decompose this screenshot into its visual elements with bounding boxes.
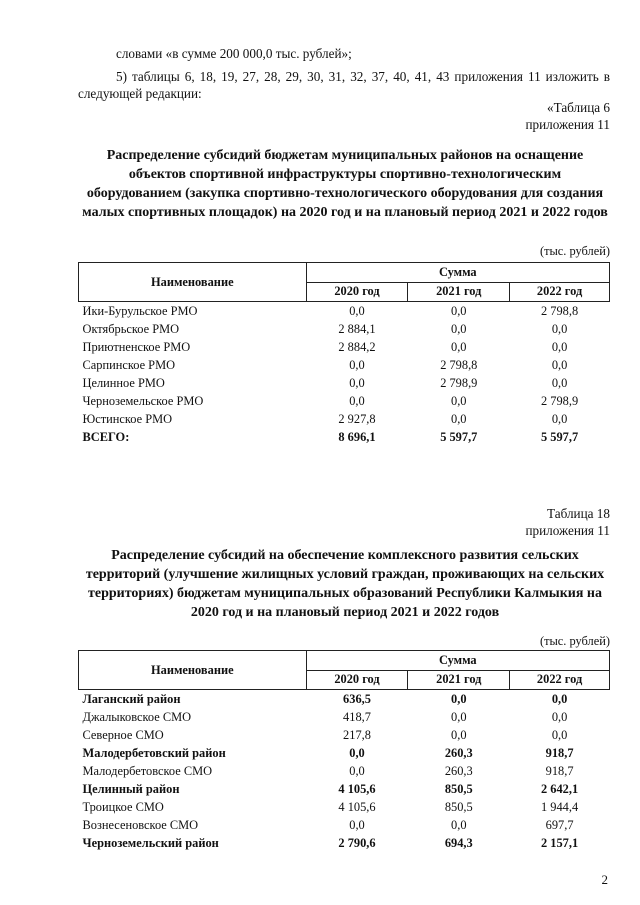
row-name: Октябрьское РМО	[82, 321, 180, 336]
value-2022: 0,0	[551, 357, 568, 372]
table-row	[79, 780, 610, 798]
value-2022: 2 157,1	[541, 835, 579, 850]
table-row	[79, 338, 610, 356]
table18	[78, 650, 610, 852]
value-2022: 918,7	[545, 745, 574, 760]
table-row	[79, 762, 610, 780]
table6	[78, 262, 610, 446]
table6-label-line2: приложения 11	[525, 117, 610, 132]
header-year-2022: 2022 год	[510, 282, 610, 302]
row-name: Джалыковское СМО	[82, 709, 192, 724]
value-2021: 5 597,7	[440, 429, 478, 444]
value-2022: 0,0	[551, 339, 568, 354]
table-row	[79, 428, 610, 446]
value-2021: 0,0	[451, 339, 467, 354]
value-2020: 0,0	[349, 817, 365, 832]
table-row	[79, 726, 610, 744]
table-row	[79, 392, 610, 410]
table6-label-line1: «Таблица 6	[547, 100, 610, 115]
table6-label	[525, 99, 610, 133]
value-2022: 2 798,8	[541, 303, 579, 318]
table18-label	[525, 505, 610, 539]
row-name: Юстинское РМО	[82, 411, 173, 426]
header-sum: Сумма	[306, 651, 609, 671]
value-2020: 217,8	[343, 727, 371, 742]
value-2020: 0,0	[349, 303, 365, 318]
table6-unit: (тыс. рублей)	[539, 244, 610, 258]
value-2021: 0,0	[451, 321, 467, 336]
table6-title: Распределение субсидий бюджетам муниципальных районов на оснащение объектов спортивной инфраструктуры спортивно-технологическим оборудованием (закупка спортивно-технологического оборудования для создания малых спортивных площадок) на 2020 год и на плановый период 2021 и 2022 годов	[82, 148, 608, 220]
row-name: Целинное РМО	[82, 375, 165, 390]
value-2021: 2 798,8	[440, 357, 478, 372]
value-2022: 0,0	[551, 691, 568, 706]
row-name: ВСЕГО:	[82, 429, 130, 444]
table-row	[79, 302, 610, 321]
value-2022: 2 642,1	[541, 781, 579, 796]
value-2021: 260,3	[444, 745, 473, 760]
header-year-2020: 2020 год	[306, 670, 408, 690]
table18-title: Распределение субсидий на обеспечение комплексного развития сельских территорий (улучшение жилищных условий граждан, проживающих на сельских территориях) бюджетам муниципальных образований Республики Калмыкия на 2020 год и на плановый период 2021 и 2022 годов	[85, 548, 605, 620]
intro-line-2: 5) таблицы 6, 18, 19, 27, 28, 29, 30, 31, 32, 37, 40, 41, 43 приложения 11 изложить в следующей редакции:	[78, 69, 610, 101]
value-2020: 2 790,6	[338, 835, 376, 850]
value-2022: 0,0	[551, 709, 568, 724]
table-row	[79, 834, 610, 852]
row-name: Вознесеновское СМО	[82, 817, 199, 832]
value-2022: 0,0	[551, 375, 568, 390]
table-row	[79, 708, 610, 726]
table-row	[79, 690, 610, 709]
value-2020: 2 927,8	[338, 411, 376, 426]
value-2020: 0,0	[349, 763, 365, 778]
value-2021: 0,0	[451, 303, 467, 318]
value-2022: 697,7	[545, 817, 574, 832]
row-name: Сарпинское РМО	[82, 357, 176, 372]
row-name: Ики-Бурульское РМО	[82, 303, 198, 318]
header-year-2022: 2022 год	[510, 670, 610, 690]
row-name: Малодербетовский район	[82, 745, 226, 760]
value-2020: 8 696,1	[338, 429, 376, 444]
row-name: Черноземельское РМО	[82, 393, 204, 408]
value-2021: 0,0	[451, 393, 467, 408]
value-2022: 5 597,7	[541, 429, 579, 444]
table-row	[79, 798, 610, 816]
table-row	[79, 410, 610, 428]
value-2020: 0,0	[349, 357, 365, 372]
value-2021: 850,5	[444, 781, 473, 796]
value-2020: 2 884,1	[338, 321, 376, 336]
value-2021: 0,0	[451, 727, 467, 742]
table-row	[79, 320, 610, 338]
header-year-2020: 2020 год	[306, 282, 408, 302]
header-name: Наименование	[79, 651, 307, 690]
value-2022: 918,7	[545, 763, 574, 778]
value-2020: 4 105,6	[338, 781, 376, 796]
row-name: Целинный район	[82, 781, 180, 796]
row-name: Приютненское РМО	[82, 339, 191, 354]
value-2020: 2 884,2	[338, 339, 376, 354]
header-name: Наименование	[79, 263, 307, 302]
value-2022: 0,0	[551, 321, 568, 336]
table-row	[79, 374, 610, 392]
value-2020: 0,0	[349, 375, 365, 390]
value-2021: 2 798,9	[440, 375, 478, 390]
value-2021: 0,0	[451, 817, 467, 832]
row-name: Северное СМО	[82, 727, 164, 742]
value-2022: 1 944,4	[541, 799, 579, 814]
table-row	[79, 356, 610, 374]
table18-label-line1: Таблица 18	[547, 506, 610, 521]
row-name: Черноземельский район	[82, 835, 219, 850]
table18-unit: (тыс. рублей)	[539, 634, 610, 648]
row-name: Лаганский район	[82, 691, 181, 706]
row-name: Малодербетовское СМО	[82, 763, 213, 778]
header-year-2021: 2021 год	[408, 670, 510, 690]
value-2022: 0,0	[551, 411, 568, 426]
value-2021: 260,3	[444, 763, 473, 778]
table18-body	[79, 690, 610, 853]
value-2020: 0,0	[349, 393, 365, 408]
value-2022: 0,0	[551, 727, 568, 742]
value-2020: 418,7	[343, 709, 371, 724]
value-2020: 636,5	[343, 691, 371, 706]
value-2022: 2 798,9	[541, 393, 579, 408]
header-year-2021: 2021 год	[408, 282, 510, 302]
table6-body	[79, 302, 610, 447]
page-number: 2	[601, 872, 608, 887]
value-2021: 694,3	[444, 835, 473, 850]
row-name: Троицкое СМО	[82, 799, 164, 814]
table-row	[79, 816, 610, 834]
table18-label-line2: приложения 11	[525, 523, 610, 538]
intro-line-1: словами «в сумме 200 000,0 тыс. рублей»;	[116, 46, 352, 61]
value-2020: 4 105,6	[338, 799, 376, 814]
value-2021: 0,0	[451, 709, 467, 724]
value-2021: 850,5	[444, 799, 473, 814]
value-2021: 0,0	[451, 691, 467, 706]
value-2020: 0,0	[349, 745, 365, 760]
table-row	[79, 744, 610, 762]
header-sum: Сумма	[306, 263, 609, 283]
value-2021: 0,0	[451, 411, 467, 426]
